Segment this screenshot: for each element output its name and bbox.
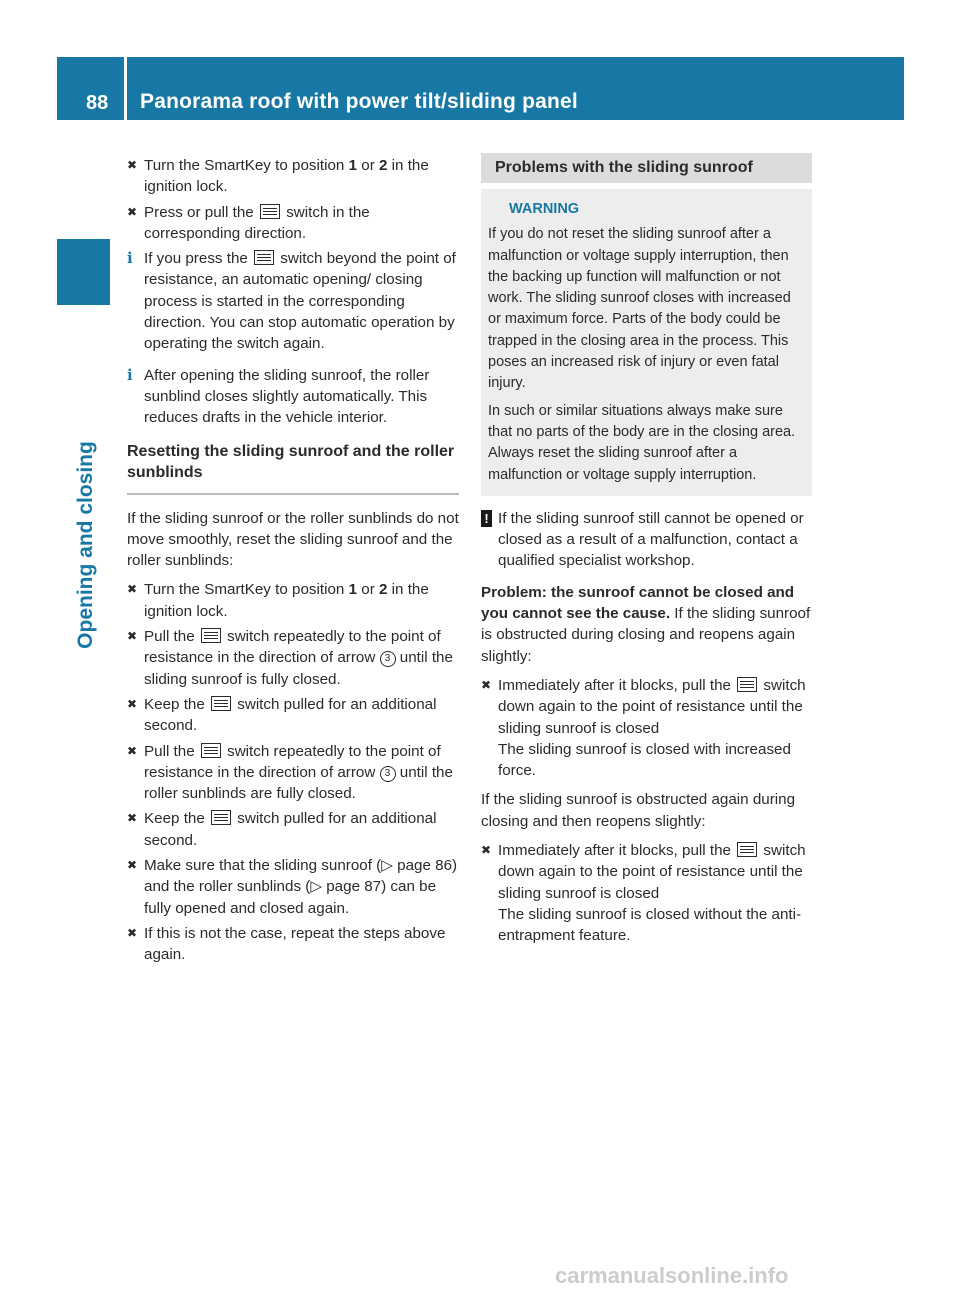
- instruction-step: ✖ Make sure that the sliding sunroof (▷ page 86) and the roller sunblinds (▷ page 87) can be fully opened and closed again.: [127, 857, 458, 917]
- step-result: The sliding sunroof is closed with increased force.: [498, 740, 791, 780]
- warning-text: In such or similar situations always make sure that no parts of the body are in the closing area. Always reset the sliding sunroof after a malfunction or voltage supply interruption.: [488, 402, 796, 483]
- instruction-step: ✖ If this is not the case, repeat the steps above again.: [127, 924, 446, 964]
- instruction-step: ✖ Turn the SmartKey to position 1 or 2 in the ignition lock.: [127, 581, 429, 620]
- info-note: i After opening the sliding sunroof, the roller sunblind closes slightly automatically. This reduces drafts in the vehicle interior.: [127, 365, 430, 427]
- switch-icon: [201, 743, 221, 758]
- section-heading: Problems with the sliding sunroof: [481, 153, 812, 183]
- right-column: [481, 153, 812, 951]
- instruction-step: ✖ Keep the switch pulled for an additional second.: [127, 810, 437, 849]
- warning-box: [481, 189, 812, 496]
- page-ref-icon: ▷: [381, 857, 398, 875]
- instruction-step: ✖ Keep the switch pulled for an additional second.: [127, 695, 437, 735]
- switch-icon: [737, 842, 757, 857]
- step-arrow-icon: ✖: [481, 677, 492, 692]
- header-divider: [124, 57, 127, 120]
- intro-paragraph: If the sliding sunroof or the roller sunblinds do not move smoothly, reset the sliding sunroof and the roller sunblinds:: [127, 509, 459, 570]
- switch-icon: [737, 677, 757, 692]
- step-arrow-icon: ✖: [127, 811, 138, 826]
- chapter-title: Panorama roof with power tilt/sliding panel: [140, 90, 578, 113]
- instruction-step: ✖ Press or pull the switch in the corresponding direction.: [127, 203, 370, 242]
- instruction-step: ✖ Pull the switch repeatedly to the point of resistance in the direction of arrow 3 until the sliding sunroof is fully closed.: [127, 628, 453, 688]
- page-ref-icon: ▷: [310, 878, 327, 896]
- warning-title: WARNING: [488, 199, 804, 220]
- left-column: [127, 155, 459, 970]
- step-result: The sliding sunroof is closed without the anti-entrapment feature.: [498, 905, 802, 945]
- arrow-number-badge: 3: [380, 766, 396, 782]
- step-arrow-icon: ✖: [127, 858, 138, 873]
- subsection-heading: Resetting the sliding sunroof and the roller sunblinds: [127, 441, 459, 495]
- step-arrow-icon: ✖: [127, 204, 138, 219]
- instruction-step: ✖ Turn the SmartKey to position 1 or 2 in the ignition lock.: [127, 157, 429, 196]
- side-tab-label: Opening and closing: [74, 441, 97, 649]
- step-arrow-icon: ✖: [127, 629, 138, 644]
- caution-note: ! If the sliding sunroof still cannot be opened or closed as a result of a malfunction, contact a qualified specialist workshop.: [481, 508, 812, 572]
- warning-text: If you do not reset the sliding sunroof after a malfunction or voltage supply interruption, then the backing up function will malfunction or not work. The sliding sunroof closes with increased or maximum force. Parts of the body could be trapped in the closing area in the process. This poses an increased risk of injury or even fatal injury.: [488, 226, 791, 392]
- exclamation-icon: !: [481, 510, 492, 527]
- step-arrow-icon: ✖: [127, 158, 138, 172]
- arrow-number-badge: 3: [380, 651, 396, 667]
- step-arrow-icon: ✖: [127, 925, 138, 940]
- switch-icon: [254, 250, 274, 265]
- switch-icon: [211, 696, 231, 711]
- step-arrow-icon: ✖: [127, 743, 138, 758]
- info-icon: i: [127, 249, 133, 268]
- step-arrow-icon: ✖: [127, 582, 138, 597]
- info-note: i If you press the switch beyond the point of resistance, an automatic opening/ closing process is started in the corresponding direction. You can stop automatic operation by operating the switch again.: [127, 249, 456, 353]
- instruction-step: ✖ Pull the switch repeatedly to the point of resistance in the direction of arrow 3 until the roller sunblinds are fully closed.: [127, 742, 453, 803]
- switch-icon: [211, 810, 231, 825]
- paragraph: If the sliding sunroof is obstructed again during closing and then reopens slightly:: [481, 791, 796, 830]
- page-number: 88: [86, 92, 109, 114]
- side-tab-marker: [57, 239, 110, 305]
- instruction-step: ✖ Immediately after it blocks, pull the switch down again to the point of resistance until the sliding sunroof is closed The sliding sunroof is closed with increased force.: [481, 675, 812, 781]
- watermark: carmanualsonline.info: [555, 1263, 789, 1288]
- problem-paragraph: Problem: the sunroof cannot be closed and you cannot see the cause. If the sliding sunroof is obstructed during closing and reopens again slightly:: [481, 583, 811, 665]
- info-icon: i: [127, 365, 133, 384]
- step-arrow-icon: ✖: [481, 843, 492, 858]
- switch-icon: [260, 204, 280, 219]
- switch-icon: [201, 628, 221, 643]
- instruction-step: ✖ Immediately after it blocks, pull the switch down again to the point of resistance until the sliding sunroof is closed The sliding sunroof is closed without the anti-entrapment feature.: [481, 840, 812, 946]
- step-arrow-icon: ✖: [127, 696, 138, 711]
